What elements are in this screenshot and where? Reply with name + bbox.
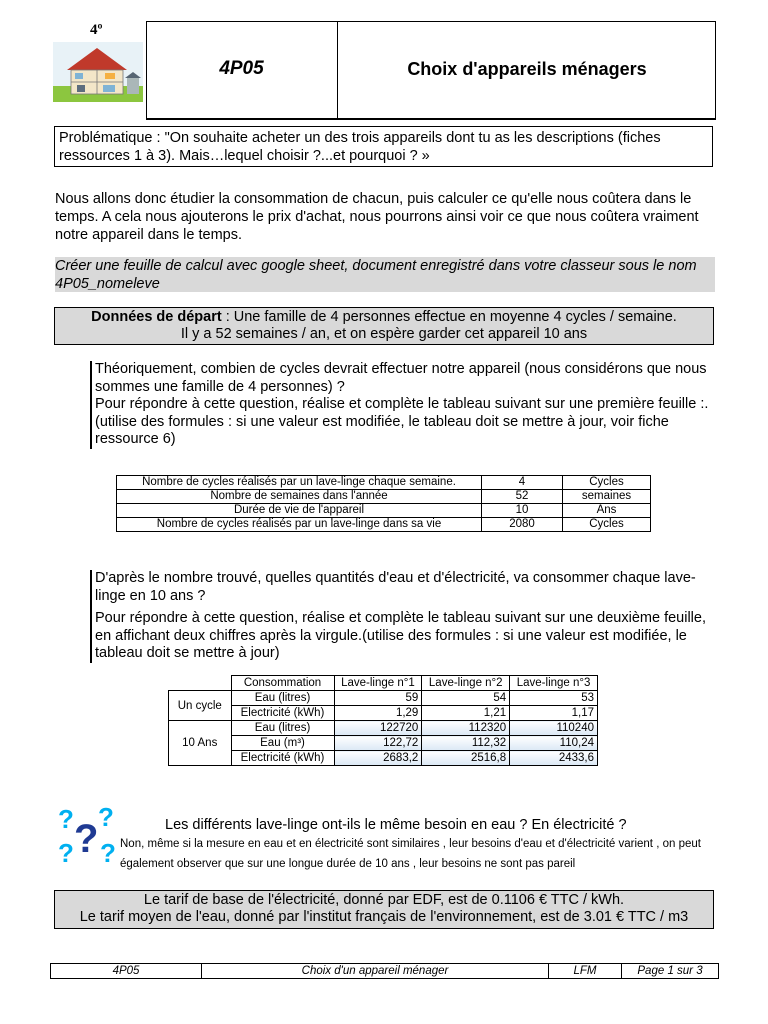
intro-paragraph: Nous allons donc étudier la consommation de chacun, puis calculer ce qu'elle nous coûtera dans le temps. A cela nous ajouterons le prix d'achat, nous pourrons ainsi voir ce que nous coûtera vraiment notre appareil dans le temps.: [55, 191, 699, 243]
table-row: [117, 476, 651, 490]
table-row: [169, 736, 598, 751]
table-cell-value: 122720: [334, 721, 422, 736]
table-cell-label: Eau (litres): [231, 721, 334, 736]
spreadsheet-instruction: Créer une feuille de calcul avec google sheet, document enregistré dans votre classeur sous le nom 4P05_nomeleve: [55, 257, 715, 292]
document-title: Choix d'appareils ménagers: [407, 59, 647, 79]
table-cell-unit: Cycles: [563, 476, 651, 490]
table-cell-unit: Cycles: [563, 518, 651, 532]
table-header: Lave-linge n°1: [334, 676, 422, 691]
svg-text:?: ?: [58, 838, 74, 864]
table-row: [169, 691, 598, 706]
table-cell-value: 54: [422, 691, 510, 706]
question2-text: D'après le nombre trouvé, quelles quantités d'eau et d'électricité, va consommer chaque lave-linge en 10 ans ?: [95, 570, 696, 604]
table-cell-value: 2516,8: [422, 751, 510, 766]
grade-label: 4º: [90, 22, 103, 38]
footer-title: Choix d'un appareil ménager: [202, 964, 549, 978]
table-row: [169, 721, 598, 736]
svg-text:?: ?: [100, 838, 116, 864]
table-row: [117, 490, 651, 504]
question1-text: Théoriquement, combien de cycles devrait effectuer notre appareil (nous considérons que nous sommes une famille de 4 personnes) ?: [95, 361, 707, 395]
table-cell-value: 110,24: [510, 736, 598, 751]
table-cell-value: 110240: [510, 721, 598, 736]
svg-text:?: ?: [74, 817, 99, 861]
tarif-water: Le tarif moyen de l'eau, donné par l'institut français de l'environnement, est de 3.01 € TTC / m3: [79, 909, 689, 925]
donnees-line1: : Une famille de 4 personnes effectue en moyenne 4 cycles / semaine.: [221, 309, 677, 325]
table-cell-value: 4: [482, 476, 563, 490]
table-row: [117, 504, 651, 518]
footer-author: LFM: [549, 964, 622, 978]
table-header-row: [169, 676, 598, 691]
table-cell-value: 52: [482, 490, 563, 504]
donnees-box: [54, 307, 714, 345]
donnees-label: Données de départ: [91, 309, 222, 325]
answer3-text: Non, même si la mesure en eau et en électricité sont similaires , leur besoins d'eau et d'électricité varient , on peut également observer que sur une longue durée de 10 ans , leur besoins ne sont pas pareil: [120, 838, 701, 870]
table-cell-value: 10: [482, 504, 563, 518]
table-header: Lave-linge n°2: [422, 676, 510, 691]
problematique-box: Problématique : "On souhaite acheter un des trois appareils dont tu as les descriptions (fiches ressources 1 à 3). Mais…lequel choisir ?...et pourquoi ? »: [54, 126, 713, 167]
svg-text:?: ?: [58, 804, 74, 834]
question2-block: [90, 570, 715, 663]
tarif-electricity: Le tarif de base de l'électricité, donné par EDF, est de 0.1106 € TTC / kWh.: [143, 892, 625, 908]
table-header: Lave-linge n°3: [510, 676, 598, 691]
question1-instructions: Pour répondre à cette question, réalise et complète le tableau suivant sur une première feuille :. (utilise des formules : si une valeur est modifiée, le tableau doit se mettre à jour, voir fiche ressource 6): [95, 396, 709, 447]
table-cell-value: 53: [510, 691, 598, 706]
table-cell-label: Nombre de cycles réalisés par un lave-linge dans sa vie: [117, 518, 482, 532]
table-cell-value: 2683,2: [334, 751, 422, 766]
table-cell-label: Nombre de semaines dans l'année: [117, 490, 482, 504]
svg-text:?: ?: [98, 804, 114, 832]
table-cell-value: 59: [334, 691, 422, 706]
cycles-table: [116, 475, 651, 532]
document-code: 4P05: [219, 58, 264, 79]
table-cell-value: 2080: [482, 518, 563, 532]
table-cell-value: 2433,6: [510, 751, 598, 766]
house-illustration: [53, 42, 143, 102]
question1-block: [90, 361, 715, 449]
footer-page: Page 1 sur 3: [637, 965, 703, 977]
group-label: 10 Ans: [169, 721, 232, 766]
table-cell-unit: Ans: [563, 504, 651, 518]
table-cell-label: Eau (m³): [231, 736, 334, 751]
table-cell-value: 1,29: [334, 706, 422, 721]
table-cell-value: 112,32: [422, 736, 510, 751]
table-cell-label: Electricité (kWh): [231, 706, 334, 721]
table-cell-value: 112320: [422, 721, 510, 736]
consumption-table: [168, 675, 598, 766]
table-cell-label: Durée de vie de l'appareil: [117, 504, 482, 518]
question3-text: Les différents lave-linge ont-ils le même besoin en eau ? En électricité ?: [165, 817, 627, 833]
table-cell-label: Eau (litres): [231, 691, 334, 706]
page-footer: [50, 963, 719, 979]
tarif-box: [54, 890, 714, 929]
footer-code: 4P05: [51, 964, 202, 978]
table-cell-value: 1,21: [422, 706, 510, 721]
table-cell-unit: semaines: [563, 490, 651, 504]
question-marks-icon: [58, 804, 122, 864]
table-row: [117, 518, 651, 532]
table-cell-value: 1,17: [510, 706, 598, 721]
question2-instructions: Pour répondre à cette question, réalise et complète le tableau suivant sur une deuxième feuille, en affichant deux chiffres après la virgule.(utilise des formules : si une valeur est modifiée, le tableau doit se mettre à jour): [95, 610, 706, 661]
table-cell-value: 122,72: [334, 736, 422, 751]
donnees-line2: Il y a 52 semaines / an, et on espère garder cet appareil 10 ans: [180, 326, 588, 342]
group-label: Un cycle: [169, 691, 232, 721]
table-row: [169, 706, 598, 721]
table-row: [169, 751, 598, 766]
table-cell-label: Electricité (kWh): [231, 751, 334, 766]
table-cell-label: Nombre de cycles réalisés par un lave-linge chaque semaine.: [117, 476, 482, 490]
table-header: Consommation: [231, 676, 334, 691]
